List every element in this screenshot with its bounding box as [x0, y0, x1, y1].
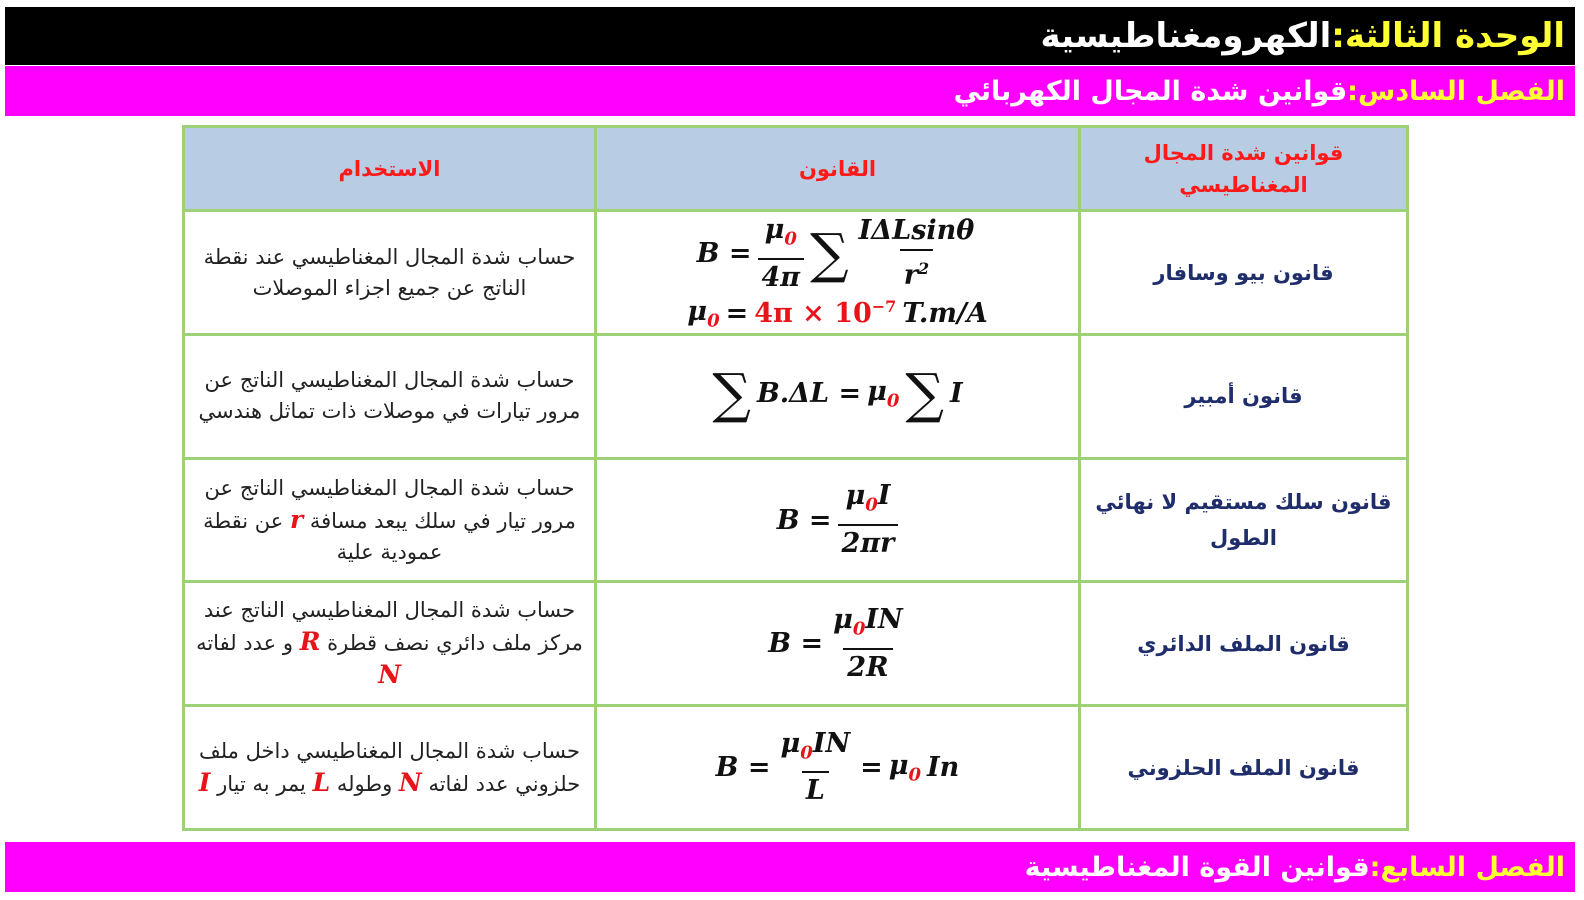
law-formula: [596, 458, 1080, 582]
header-use: الاستخدام: [184, 127, 596, 211]
chapter-six-title: قوانين شدة المجال الكهربائي: [953, 75, 1348, 107]
table-row: [184, 334, 1408, 458]
header-law: القانون: [596, 127, 1080, 211]
summation-symbol: ∑: [712, 361, 751, 425]
magnetic-field-laws-table: [182, 125, 1409, 831]
table-row: [184, 582, 1408, 706]
chapter-seven-bar: [5, 842, 1575, 892]
law-formula: [596, 334, 1080, 458]
mu-zero-constant: $\mu_0$ = $4\pi \times 10^{-7}$ T.m/A: [687, 295, 988, 331]
law-name: قانون الملف الحلزوني: [1080, 706, 1408, 830]
law-formula: [596, 582, 1080, 706]
table-header-row: [184, 127, 1408, 211]
table-row: [184, 211, 1408, 335]
law-name: قانون بيو وسافار: [1080, 211, 1408, 335]
law-formula: [596, 211, 1080, 335]
law-name: قانون الملف الدائري: [1080, 582, 1408, 706]
law-use: حساب شدة المجال المغناطيسي الناتج عن مرور تيار في سلك يبعد مسافة r عن نقطة عمودية علية: [184, 458, 596, 582]
unit-label: الوحدة الثالثة:: [1331, 16, 1565, 56]
law-use: حساب شدة المجال المغناطيسي عند نقطة الناتج عن جميع اجزاء الموصلات: [184, 211, 596, 335]
ampere-formula: ∑ B.ΔL = $\mu_0$ ∑ I: [712, 361, 963, 425]
law-name: قانون سلك مستقيم لا نهائي الطول: [1080, 458, 1408, 582]
chapter-seven-label: الفصل السابع:: [1369, 851, 1565, 883]
chapter-six-label: الفصل السادس:: [1347, 75, 1565, 107]
summation-symbol: ∑: [810, 221, 849, 285]
unit-title: الكهرومغناطيسية: [1040, 16, 1332, 56]
chapter-six-bar: [5, 66, 1575, 116]
chapter-seven-title: قوانين القوة المغناطيسية: [1024, 851, 1370, 883]
solenoid-formula: B = $\frac{\mu_0IN}{L}$ = $\mu_0$ In: [715, 727, 960, 807]
unit-title-bar: [5, 7, 1575, 65]
law-use: حساب شدة المجال المغناطيسي الناتج عند مركز ملف دائري نصف قطرة R و عدد لفاته N: [184, 582, 596, 706]
straight-wire-formula: B = $\frac{\mu_0I}{2\pi r}$: [777, 480, 899, 559]
circular-coil-formula: B = $\frac{\mu_0IN}{2R}$: [768, 604, 903, 683]
table-row: [184, 706, 1408, 830]
law-use: حساب شدة المجال المغناطيسي داخل ملف حلزوني عدد لفاته N وطوله L يمر به تيار I: [184, 706, 596, 830]
biot-savart-formula: B = $\frac{\mu_0}{4\pi}$ ∑ $\frac{\text{IΔLsinθ}}{r^2}$: [696, 214, 975, 293]
law-formula: [596, 706, 1080, 830]
table-row: [184, 458, 1408, 582]
summation-symbol: ∑: [905, 361, 944, 425]
law-use: حساب شدة المجال المغناطيسي الناتج عن مرور تيارات في موصلات ذات تماثل هندسي: [184, 334, 596, 458]
header-law-name: قوانين شدة المجال المغناطيسي: [1080, 127, 1408, 211]
law-name: قانون أمبير: [1080, 334, 1408, 458]
